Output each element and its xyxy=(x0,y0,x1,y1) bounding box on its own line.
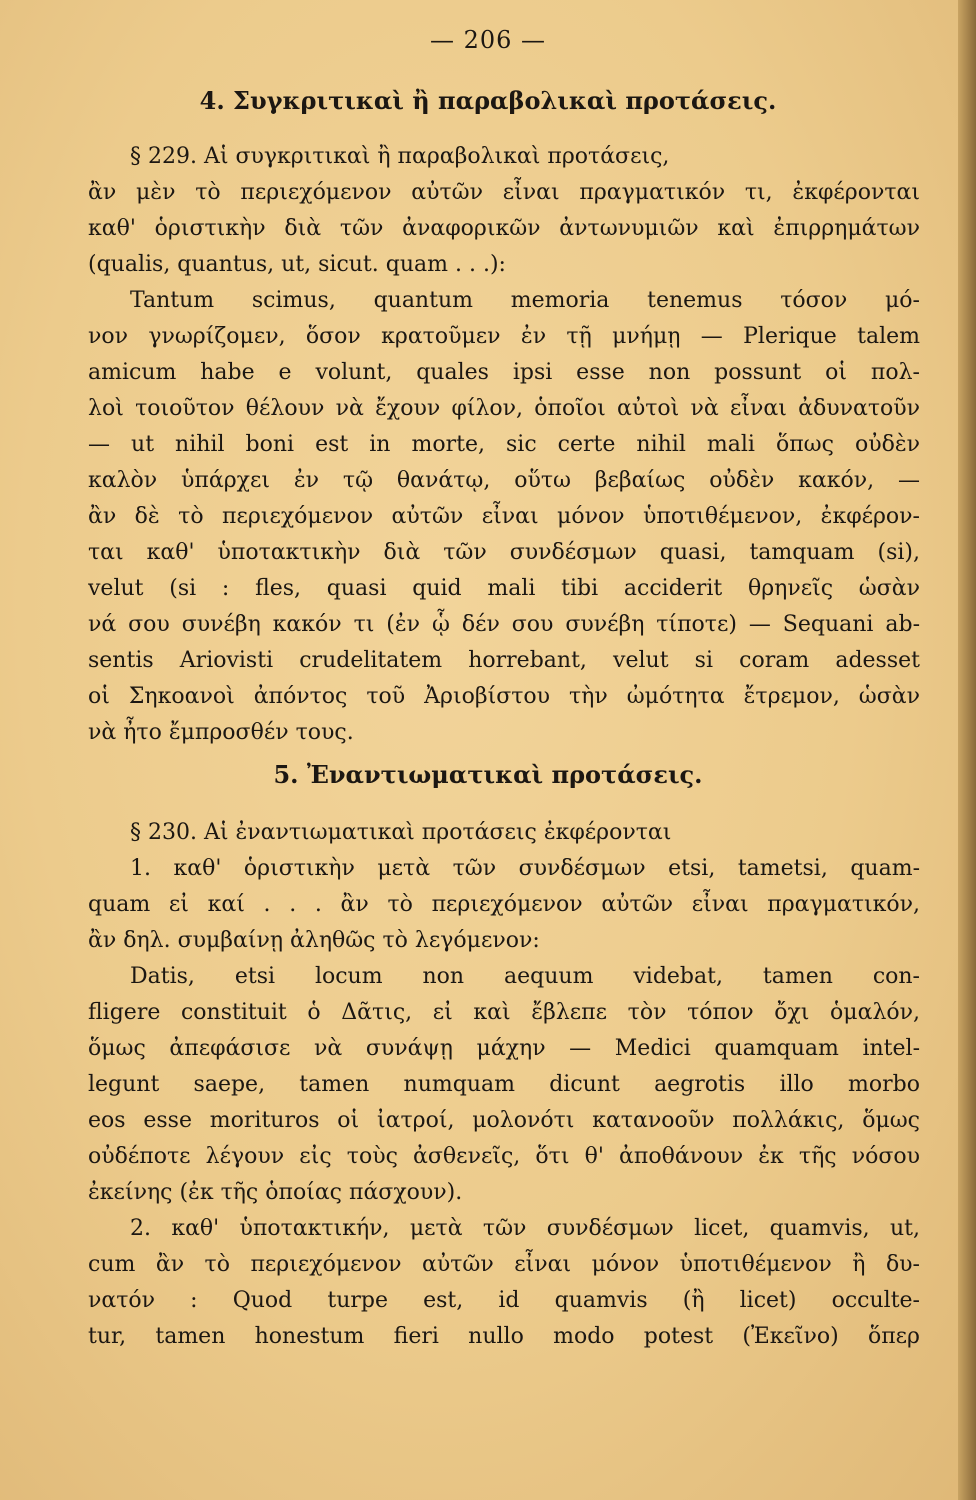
text-line: Tantum scimus, quantum memoria tenemus τόσον μό- xyxy=(130,288,920,313)
text-line: ἐκείνης (ἐκ τῆς ὁποίας πάσχουν). xyxy=(88,1180,463,1205)
text-line: ται καθ' ὑποτακτικὴν διὰ τῶν συνδέσμων quasi, tamquam (si), xyxy=(88,540,920,565)
text-line: § 229. Αἱ συγκριτικαὶ ἢ παραβολικαὶ προτάσεις, xyxy=(130,144,670,169)
text-line: οἱ Σηκοανοὶ ἀπόντος τοῦ Ἀριοβίστου τὴν ὠμότητα ἔτρεμον, ὡσὰν xyxy=(88,684,920,709)
text-line: ἂν μὲν τὸ περιεχόμενον αὐτῶν εἶναι πραγματικόν τι, ἐκφέρονται xyxy=(88,180,920,205)
text-line: (qualis, quantus, ut, sicut. quam . . .): xyxy=(88,252,506,277)
text-line: legunt saepe, tamen numquam dicunt aegrotis illo morbo xyxy=(88,1072,920,1097)
text-line: νατόν : Quod turpe est, id quamvis (ἢ licet) occulte- xyxy=(88,1288,920,1313)
text-line: 2. καθ' ὑποτακτικήν, μετὰ τῶν συνδέσμων licet, quamvis, ut, xyxy=(130,1216,920,1241)
text-line: 1. καθ' ὁριστικὴν μετὰ τῶν συνδέσμων etsi, tametsi, quam- xyxy=(130,856,920,881)
text-line: οὐδέποτε λέγουν εἰς τοὺς ἀσθενεῖς, ὅτι θ' ἀποθάνουν ἐκ τῆς νόσου xyxy=(88,1144,920,1169)
page-number: — 206 — xyxy=(429,26,547,54)
text-line: cum ἂν τὸ περιεχόμενον αὐτῶν εἶναι μόνον ὑποτιθέμενον ἢ δυ- xyxy=(88,1252,920,1277)
text-line: eos esse morituros οἱ ἰατροί, μολονότι κατανοοῦν πολλάκις, ὅμως xyxy=(88,1108,920,1133)
text-line: Datis, etsi locum non aequum videbat, tamen con- xyxy=(130,964,920,989)
section-5-heading: 5. Ἐναντιωματικαὶ προτάσεις. xyxy=(273,760,703,789)
text-line: νον γνωρίζομεν, ὅσον κρατοῦμεν ἐν τῇ μνήμῃ — Plerique talem xyxy=(88,324,920,349)
text-line: fligere constituit ὁ Δᾶτις, εἰ καὶ ἔβλεπε τὸν τόπον ὄχι ὁμαλόν, xyxy=(88,1000,920,1025)
page-edge-shadow xyxy=(958,0,976,1500)
text-line: sentis Ariovisti crudelitatem horrebant, velut si coram adesset xyxy=(88,648,920,673)
text-line: amicum habe e volunt, quales ipsi esse non possunt οἱ πολ- xyxy=(88,360,920,385)
section-4-heading: 4. Συγκριτικαὶ ἢ παραβολικαὶ προτάσεις. xyxy=(199,86,777,115)
text-line: ἂν δηλ. συμβαίνῃ ἀληθῶς τὸ λεγόμενον: xyxy=(88,928,540,953)
text-line: νὰ ἦτο ἔμπροσθέν τους. xyxy=(88,720,354,745)
text-line: ἂν δὲ τὸ περιεχόμενον αὐτῶν εἶναι μόνον ὑποτιθέμενον, ἐκφέρον- xyxy=(88,504,920,529)
text-line: quam εἰ καί . . . ἂν τὸ περιεχόμενον αὐτῶν εἶναι πραγματικόν, xyxy=(88,892,920,917)
text-line: καλὸν ὑπάρχει ἐν τῷ θανάτῳ, οὕτω βεβαίως οὐδὲν κακόν, — xyxy=(88,468,920,493)
text-line: tur, tamen honestum fieri nullo modo potest (Ἐκεῖνο) ὅπερ xyxy=(88,1324,920,1349)
text-line: — ut nihil boni est in morte, sic certe nihil mali ὅπως οὐδὲν xyxy=(88,432,920,457)
text-line: velut (si : fles, quasi quid mali tibi acciderit θρηνεῖς ὡσὰν xyxy=(88,576,920,601)
text-line: § 230. Αἱ ἐναντιωματικαὶ προτάσεις ἐκφέρονται xyxy=(130,820,672,845)
text-line: ὅμως ἀπεφάσισε νὰ συνάψῃ μάχην — Medici quamquam intel- xyxy=(88,1036,920,1061)
text-line: καθ' ὁριστικὴν διὰ τῶν ἀναφορικῶν ἀντωνυμιῶν καὶ ἐπιρρημάτων xyxy=(88,216,920,241)
text-line: νά σου συνέβη κακόν τι (ἐν ᾧ δέν σου συνέβη τίποτε) — Sequani ab- xyxy=(88,612,920,637)
text-line: λοὶ τοιοῦτον θέλουν νὰ ἔχουν φίλον, ὁποῖοι αὐτοὶ νὰ εἶναι ἀδυνατοῦν xyxy=(88,396,920,421)
